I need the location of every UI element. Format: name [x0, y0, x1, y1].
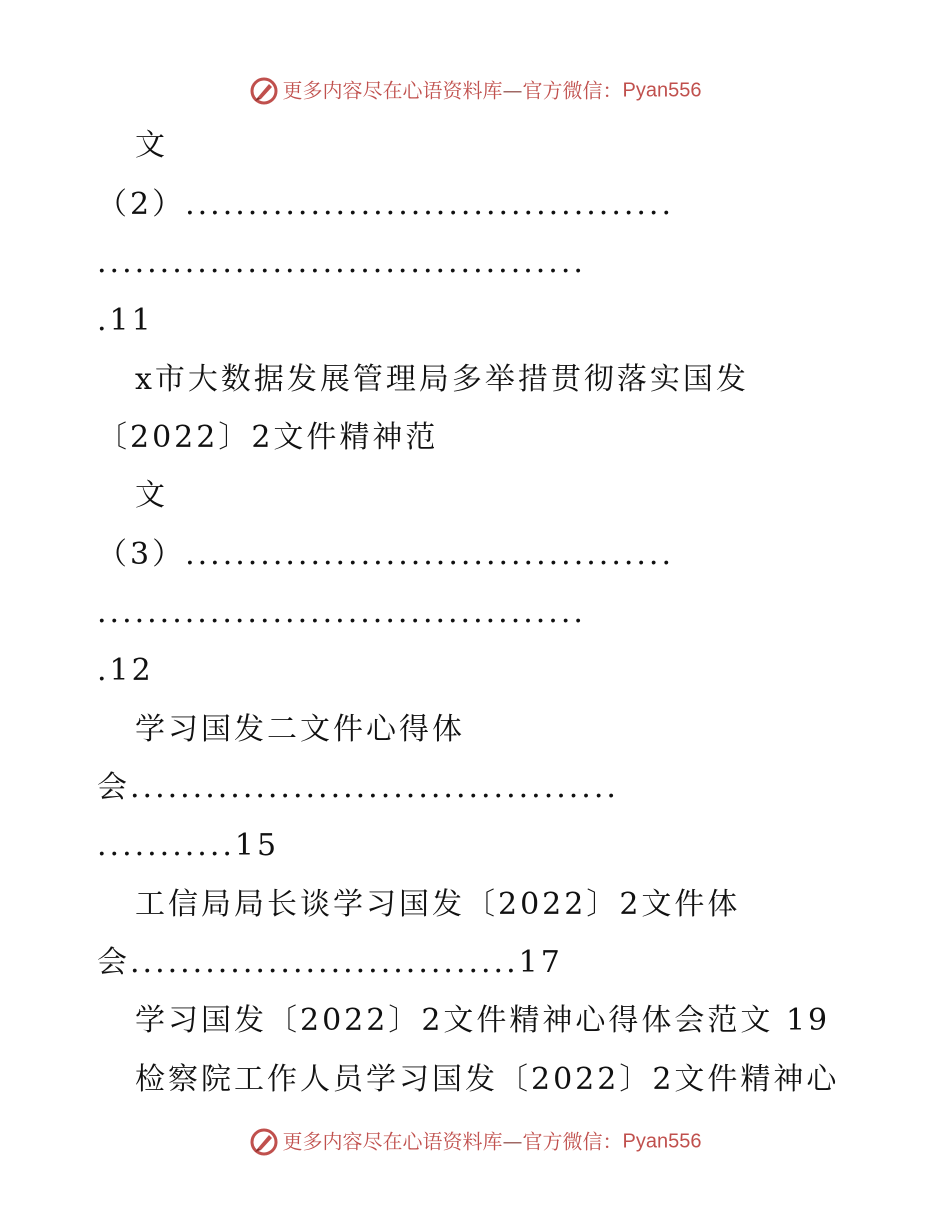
toc-line: 学习国发二文件心得体: [135, 712, 465, 747]
banner-wechat-id: Pyan556: [622, 79, 702, 102]
pen-logo-icon: [249, 1127, 279, 1157]
toc-line: （3）.......................................: [97, 537, 674, 572]
toc-line: 检察院工作人员学习国发〔2022〕2文件精神心: [135, 1062, 840, 1097]
pen-logo-icon: [249, 76, 279, 106]
toc-line: 文: [135, 478, 168, 513]
toc-line: .11: [97, 303, 154, 338]
toc-line: 会.......................................: [97, 770, 619, 805]
banner-dash: —: [502, 1129, 523, 1154]
toc-line: ...........15: [97, 828, 280, 863]
toc-line: 学习国发〔2022〕2文件精神心得体会范文 19: [135, 1003, 831, 1038]
toc-line: 工信局局长谈学习国发〔2022〕2文件体: [135, 887, 741, 922]
toc-line: 会...............................17: [97, 945, 563, 980]
header-banner: [0, 74, 950, 106]
banner-official-label: 官方微信：: [522, 78, 623, 103]
toc-line: 〔2022〕2文件精神范: [97, 420, 439, 455]
toc-line: （2）.......................................: [97, 187, 674, 222]
banner-dash: —: [502, 78, 523, 103]
banner-slogan: 更多内容尽在心语资料库: [282, 78, 503, 103]
banner-slogan: 更多内容尽在心语资料库: [282, 1129, 503, 1154]
banner-official-label: 官方微信：: [522, 1129, 623, 1154]
banner-wechat-id: Pyan556: [622, 1130, 702, 1153]
toc-line: .12: [97, 653, 154, 688]
toc-line: .......................................: [97, 245, 586, 280]
footer-banner: [0, 1125, 950, 1157]
toc-line: 文: [135, 128, 168, 163]
toc-line: x市大数据发展管理局多举措贯彻落实国发: [135, 362, 749, 397]
toc-line: .......................................: [97, 595, 586, 630]
